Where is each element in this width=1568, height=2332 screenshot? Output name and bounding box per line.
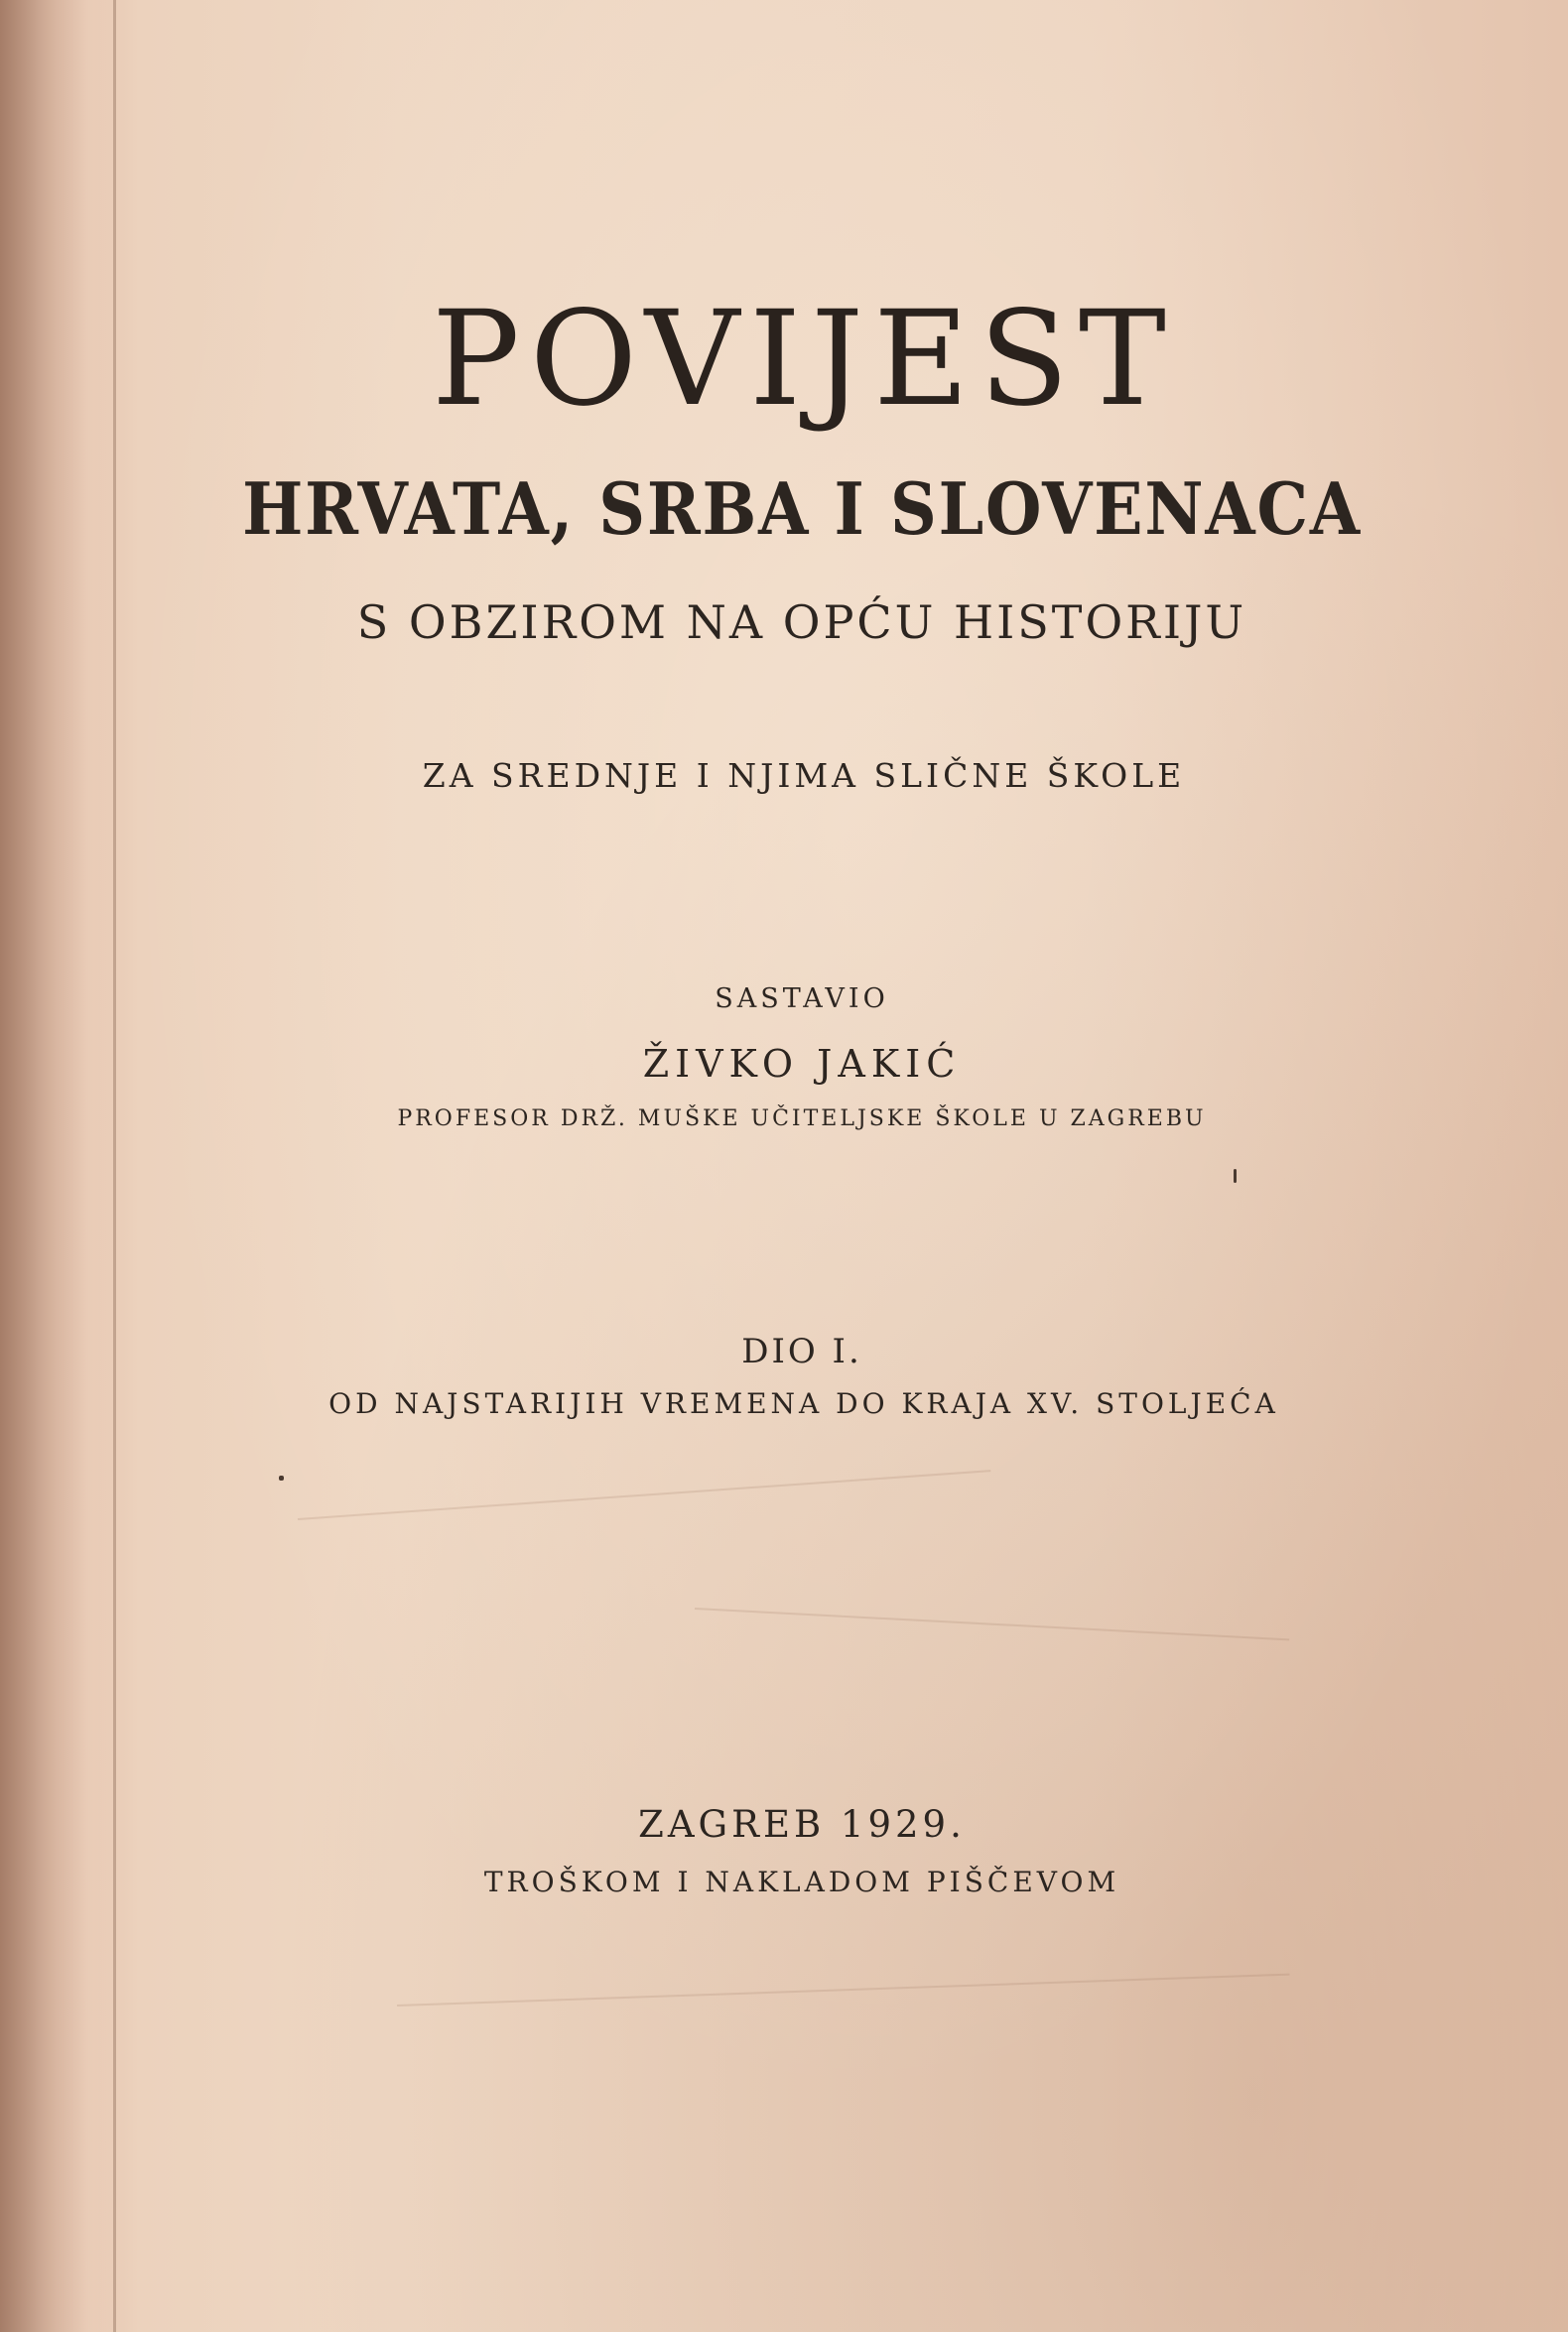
book-subtitle-secondary: S OBZIROM NA OPĆU HISTORIJU <box>356 595 1247 649</box>
book-audience: ZA SREDNJE I NJIMA SLIČNE ŠKOLE <box>422 756 1186 795</box>
volume-number: DIO I. <box>741 1332 862 1371</box>
book-subtitle: HRVATA, SRBA I SLOVENACA <box>242 466 1362 551</box>
paper-speck <box>279 1476 284 1481</box>
author-intro: SASTAVIO <box>715 983 889 1014</box>
paper-crease <box>397 1974 1290 2007</box>
place-year: ZAGREB 1929. <box>638 1803 966 1846</box>
book-title: POVIJEST <box>432 283 1176 436</box>
paper-speck <box>1234 1169 1237 1183</box>
author-title: PROFESOR DRŽ. MUŠKE UČITELJSKE ŠKOLE U ZAGREBU <box>397 1106 1207 1131</box>
volume-scope: OD NAJSTARIJIH VREMENA DO KRAJA XV. STOLJEĆA <box>328 1387 1279 1420</box>
paper-crease <box>298 1470 990 1520</box>
paper-crease <box>695 1608 1289 1640</box>
publisher-line: TROŠKOM I NAKLADOM PIŠČEVOM <box>483 1866 1120 1898</box>
author-name: ŽIVKO JAKIĆ <box>642 1042 962 1086</box>
